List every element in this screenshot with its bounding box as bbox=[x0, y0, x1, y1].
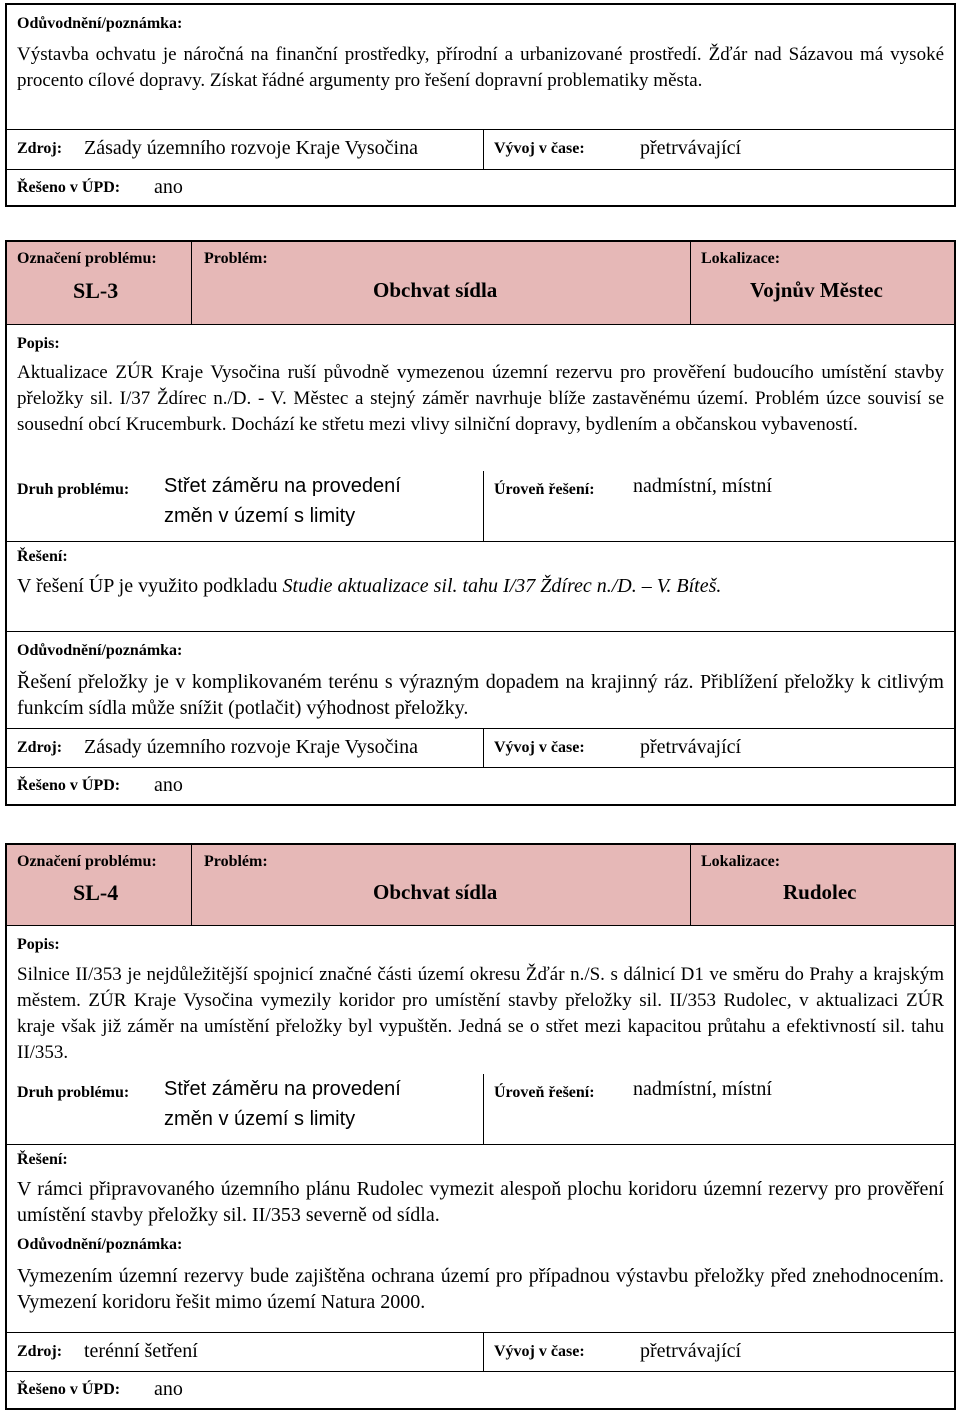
description-label: Popis: bbox=[17, 335, 60, 352]
reason-text: Řešení přeložky je v komplikovaném terénu s výrazným dopadem na krajinný ráz. Přiblížení přeložky k citlivým funkcím sídla může snížit (potlačit) výhodnost přeložky. bbox=[17, 671, 944, 719]
solved-row bbox=[7, 1371, 954, 1408]
type-value-line1: Střet záměru na provedení bbox=[164, 475, 401, 497]
problem-label: Problém: bbox=[204, 250, 268, 267]
description-text: Silnice II/353 je nejdůležitější spojnicí značné části území okresu Žďár n./S. s dálnicí D1 ve směru do Prahy a krajským městem. ZÚR Kraje Vysočina vymezily koridor pro umístění stavby přeložky sil. II/353 Rudolec, v aktualizaci ZÚR kraje však již záměr na umístění přeložky byl vypuštěn. Jedná se o střet mezi kapacitou průtahu a efektivností sil. tahu II/353. bbox=[17, 964, 944, 1063]
source-value: Zásady územního rozvoje Kraje Vysočina bbox=[84, 137, 418, 159]
divider bbox=[483, 471, 484, 541]
divider bbox=[483, 729, 484, 767]
problem-card-sl3 bbox=[5, 240, 956, 806]
location-label: Lokalizace: bbox=[701, 853, 781, 870]
type-row bbox=[7, 1074, 954, 1144]
description-section bbox=[7, 324, 954, 471]
reason-section bbox=[7, 631, 954, 728]
solved-label: Řešeno v ÚPD: bbox=[17, 1381, 121, 1398]
reason-text: Vymezením územní rezervy bude zajištěna ochrana území pro případnou výstavbu přeložky před znehodnocením. Vymezení koridoru řešit mimo území Natura 2000. bbox=[17, 1265, 944, 1313]
source-row bbox=[7, 728, 954, 767]
divider bbox=[483, 1333, 484, 1371]
description-section bbox=[7, 925, 954, 1074]
reason-label: Odůvodnění/poznámka: bbox=[17, 642, 183, 659]
trend-label: Vývoj v čase: bbox=[494, 739, 585, 756]
solved-value: ano bbox=[154, 1378, 183, 1400]
trend-value: přetrvávající bbox=[640, 736, 742, 758]
trend-label: Vývoj v čase: bbox=[494, 140, 585, 157]
solved-label: Řešeno v ÚPD: bbox=[17, 179, 121, 196]
solution-section bbox=[7, 1144, 954, 1234]
source-value: Zásady územního rozvoje Kraje Vysočina bbox=[84, 736, 418, 758]
type-value-line1: Střet záměru na provedení bbox=[164, 1078, 401, 1100]
source-label: Zdroj: bbox=[17, 739, 63, 756]
reason-section bbox=[7, 1234, 954, 1332]
level-value: nadmístní, místní bbox=[633, 1078, 772, 1100]
source-label: Zdroj: bbox=[17, 140, 63, 157]
reason-label: Odůvodnění/poznámka: bbox=[17, 15, 183, 32]
location-value: Vojnův Městec bbox=[750, 278, 883, 302]
header-row bbox=[7, 242, 954, 324]
problem-value: Obchvat sídla bbox=[373, 278, 498, 302]
code-value: SL-4 bbox=[73, 880, 119, 905]
level-label: Úroveň řešení: bbox=[494, 1084, 595, 1101]
source-row bbox=[7, 129, 954, 169]
solved-row bbox=[7, 169, 954, 205]
type-value-line2: změn v území s limity bbox=[164, 1108, 356, 1130]
reason-label: Odůvodnění/poznámka: bbox=[17, 1236, 183, 1253]
description-label: Popis: bbox=[17, 936, 60, 953]
solution-text bbox=[17, 573, 944, 599]
solved-value: ano bbox=[154, 774, 183, 796]
type-label: Druh problému: bbox=[17, 481, 130, 498]
type-row bbox=[7, 471, 954, 541]
code-label: Označení problému: bbox=[17, 250, 157, 267]
header-row bbox=[7, 845, 954, 925]
divider bbox=[191, 845, 192, 925]
trend-value: přetrvávající bbox=[640, 1340, 742, 1362]
location-value: Rudolec bbox=[783, 880, 857, 904]
level-label: Úroveň řešení: bbox=[494, 481, 595, 498]
problem-card-continued bbox=[5, 3, 956, 207]
trend-value: přetrvávající bbox=[640, 137, 742, 159]
divider bbox=[483, 130, 484, 169]
solution-label: Řešení: bbox=[17, 1151, 68, 1168]
problem-value: Obchvat sídla bbox=[373, 880, 498, 904]
divider bbox=[690, 242, 691, 324]
reason-text: Výstavba ochvatu je náročná na finanční prostředky, přírodní a urbanizované prostředí. Žďár nad Sázavou má vysoké procento cílové dopravy. Získat řádné argumenty pro řešení dopravní problematiky města. bbox=[17, 44, 944, 91]
solved-value: ano bbox=[154, 176, 183, 198]
divider bbox=[191, 242, 192, 324]
solution-section bbox=[7, 541, 954, 631]
solution-text: V rámci připravovaného územního plánu Rudolec vymezit alespoň plochu koridoru územní rezervy pro prověření umístění stavby přeložky sil. II/353 severně od sídla. bbox=[17, 1178, 944, 1226]
solved-label: Řešeno v ÚPD: bbox=[17, 777, 121, 794]
solved-row bbox=[7, 767, 954, 804]
problem-label: Problém: bbox=[204, 853, 268, 870]
source-row bbox=[7, 1332, 954, 1371]
source-label: Zdroj: bbox=[17, 1343, 63, 1360]
reason-section bbox=[7, 5, 954, 129]
divider bbox=[483, 1074, 484, 1144]
type-label: Druh problému: bbox=[17, 1084, 130, 1101]
divider bbox=[690, 845, 691, 925]
description-text: Aktualizace ZÚR Kraje Vysočina ruší původně vymezenou územní rezervu pro prověření budoucího umístění stavby přeložky sil. I/37 Ždírec n./D. - V. Městec a stejný záměr navrhuje blíže zastavěnému území. Problém úzce souvisí se sousední obcí Krucemburk. Dochází ke střetu mezi vlivy silniční dopravy, bydlením a občanskou vybaveností. bbox=[17, 362, 944, 435]
type-value-line2: změn v území s limity bbox=[164, 505, 356, 527]
location-label: Lokalizace: bbox=[701, 250, 781, 267]
solution-text-plain: V řešení ÚP je využito podkladu bbox=[17, 575, 283, 597]
trend-label: Vývoj v čase: bbox=[494, 1343, 585, 1360]
code-value: SL-3 bbox=[73, 278, 119, 303]
problem-card-sl4 bbox=[5, 843, 956, 1410]
solution-text-italic: Studie aktualizace sil. tahu I/37 Ždírec n./D. – V. Bíteš. bbox=[282, 575, 722, 597]
solution-label: Řešení: bbox=[17, 548, 68, 565]
code-label: Označení problému: bbox=[17, 853, 157, 870]
source-value: terénní šetření bbox=[84, 1340, 198, 1362]
level-value: nadmístní, místní bbox=[633, 475, 772, 497]
